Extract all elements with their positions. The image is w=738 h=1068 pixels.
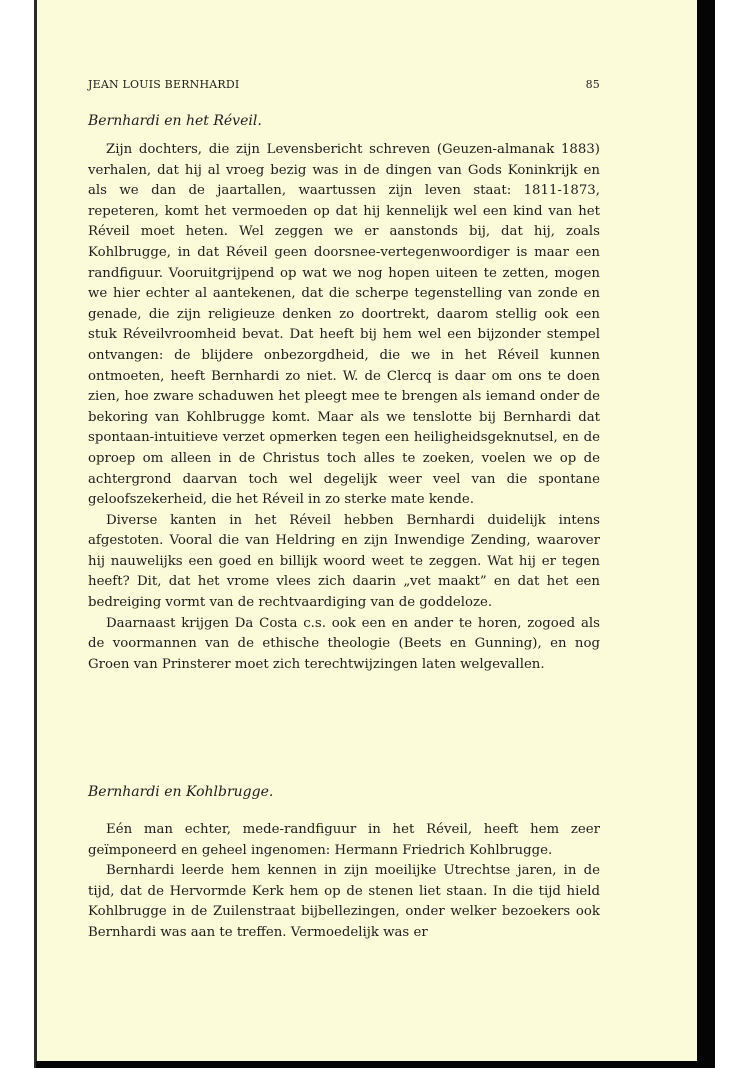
- scan-edge-right: [697, 0, 715, 1068]
- running-head-title: JEAN LOUIS BERNHARDI: [88, 78, 240, 91]
- paragraph: Daarnaast krijgen Da Costa c.s. ook een en ander te horen, zogoed als de voormannen van de ethische theologie (Beets en Gunning), en nog Groen van Prinsterer moet zich terechtwijzingen laten welgevallen.: [88, 615, 600, 672]
- section-body-reveil: [88, 140, 600, 675]
- paragraph: Diverse kanten in het Réveil hebben Bernhardi duidelijk intens afgestoten. Vooral die van Heldring en zijn Inwendige Zending, waarover hij nauwelijks een goed en billijk woord weet te zeggen. Wat hij er tegen heeft? Dit, dat het vrome vlees zich daarin „vet maakt” en dat het een bedreiging vormt van de rechtvaardiging van de goddeloze.: [88, 512, 600, 611]
- paragraph: Bernhardi leerde hem kennen in zijn moeilijke Utrechtse jaren, in de tijd, dat de Hervormde Kerk hem op de stenen liet staan. In die tijd hield Kohlbrugge in de Zuilenstraat bijbellezingen, onder welker bezoekers ook Bernhardi was aan te treffen. Vermoedelijk was er: [88, 863, 600, 940]
- section-heading-reveil: Bernhardi en het Réveil.: [88, 113, 262, 129]
- page-number: 85: [585, 78, 600, 91]
- paragraph: Eén man echter, mede-randfiguur in het Réveil, heeft hem zeer geïmponeerd en geheel ingenomen: Hermann Friedrich Kohlbrugge.: [88, 822, 600, 858]
- running-head: [88, 78, 600, 91]
- scan-edge-left: [34, 0, 37, 1068]
- section-body-kohlbrugge: [88, 820, 600, 944]
- scan-edge-bottom: [36, 1061, 715, 1068]
- paragraph: Zijn dochters, die zijn Levensbericht schreven (Geuzen-almanak 1883) verhalen, dat hij al vroeg bezig was in de dingen van Gods Koninkrijk en als we dan de jaartallen, waartussen zijn leven staat: 1811-1873, repeteren, komt het vermoeden op dat hij kennelijk wel een kind van het Réveil moet heten. Wel zeggen we er aanstonds bij, dat hij, zoals Kohlbrugge, in dat Réveil geen doorsnee-vertegenwoordiger is maar een randfiguur. Vooruitgrijpend op wat we nog hopen uiteen te zetten, mogen we hier echter al aantekenen, dat die scherpe tegenstelling van zonde en genade, die zijn religieuze denken zo doortrekt, daarom stellig ook een stuk Réveilvroomheid bevat. Dat heeft bij hem wel een bijzonder stempel ontvangen: de blijdere onbezorgdheid, die we in het Réveil kunnen ontmoeten, heeft Bernhardi zo niet. W. de Clercq is daar om ons te doen zien, hoe zware schaduwen het pleegt mee te brengen als iemand onder de bekoring van Kohlbrugge komt. Maar als we tenslotte bij Bernhardi dat spontaan-intuitieve verzet opmerken tegen een heiligheidsgeknutsel, en de oproep om alleen in de Christus toch alles te zoeken, voelen we op de achtergrond daarvan toch wel degelijk weer veel van die spontane geloofszekerheid, die het Réveil in zo sterke mate kende.: [88, 142, 600, 508]
- section-heading-kohlbrugge: Bernhardi en Kohlbrugge.: [88, 784, 274, 800]
